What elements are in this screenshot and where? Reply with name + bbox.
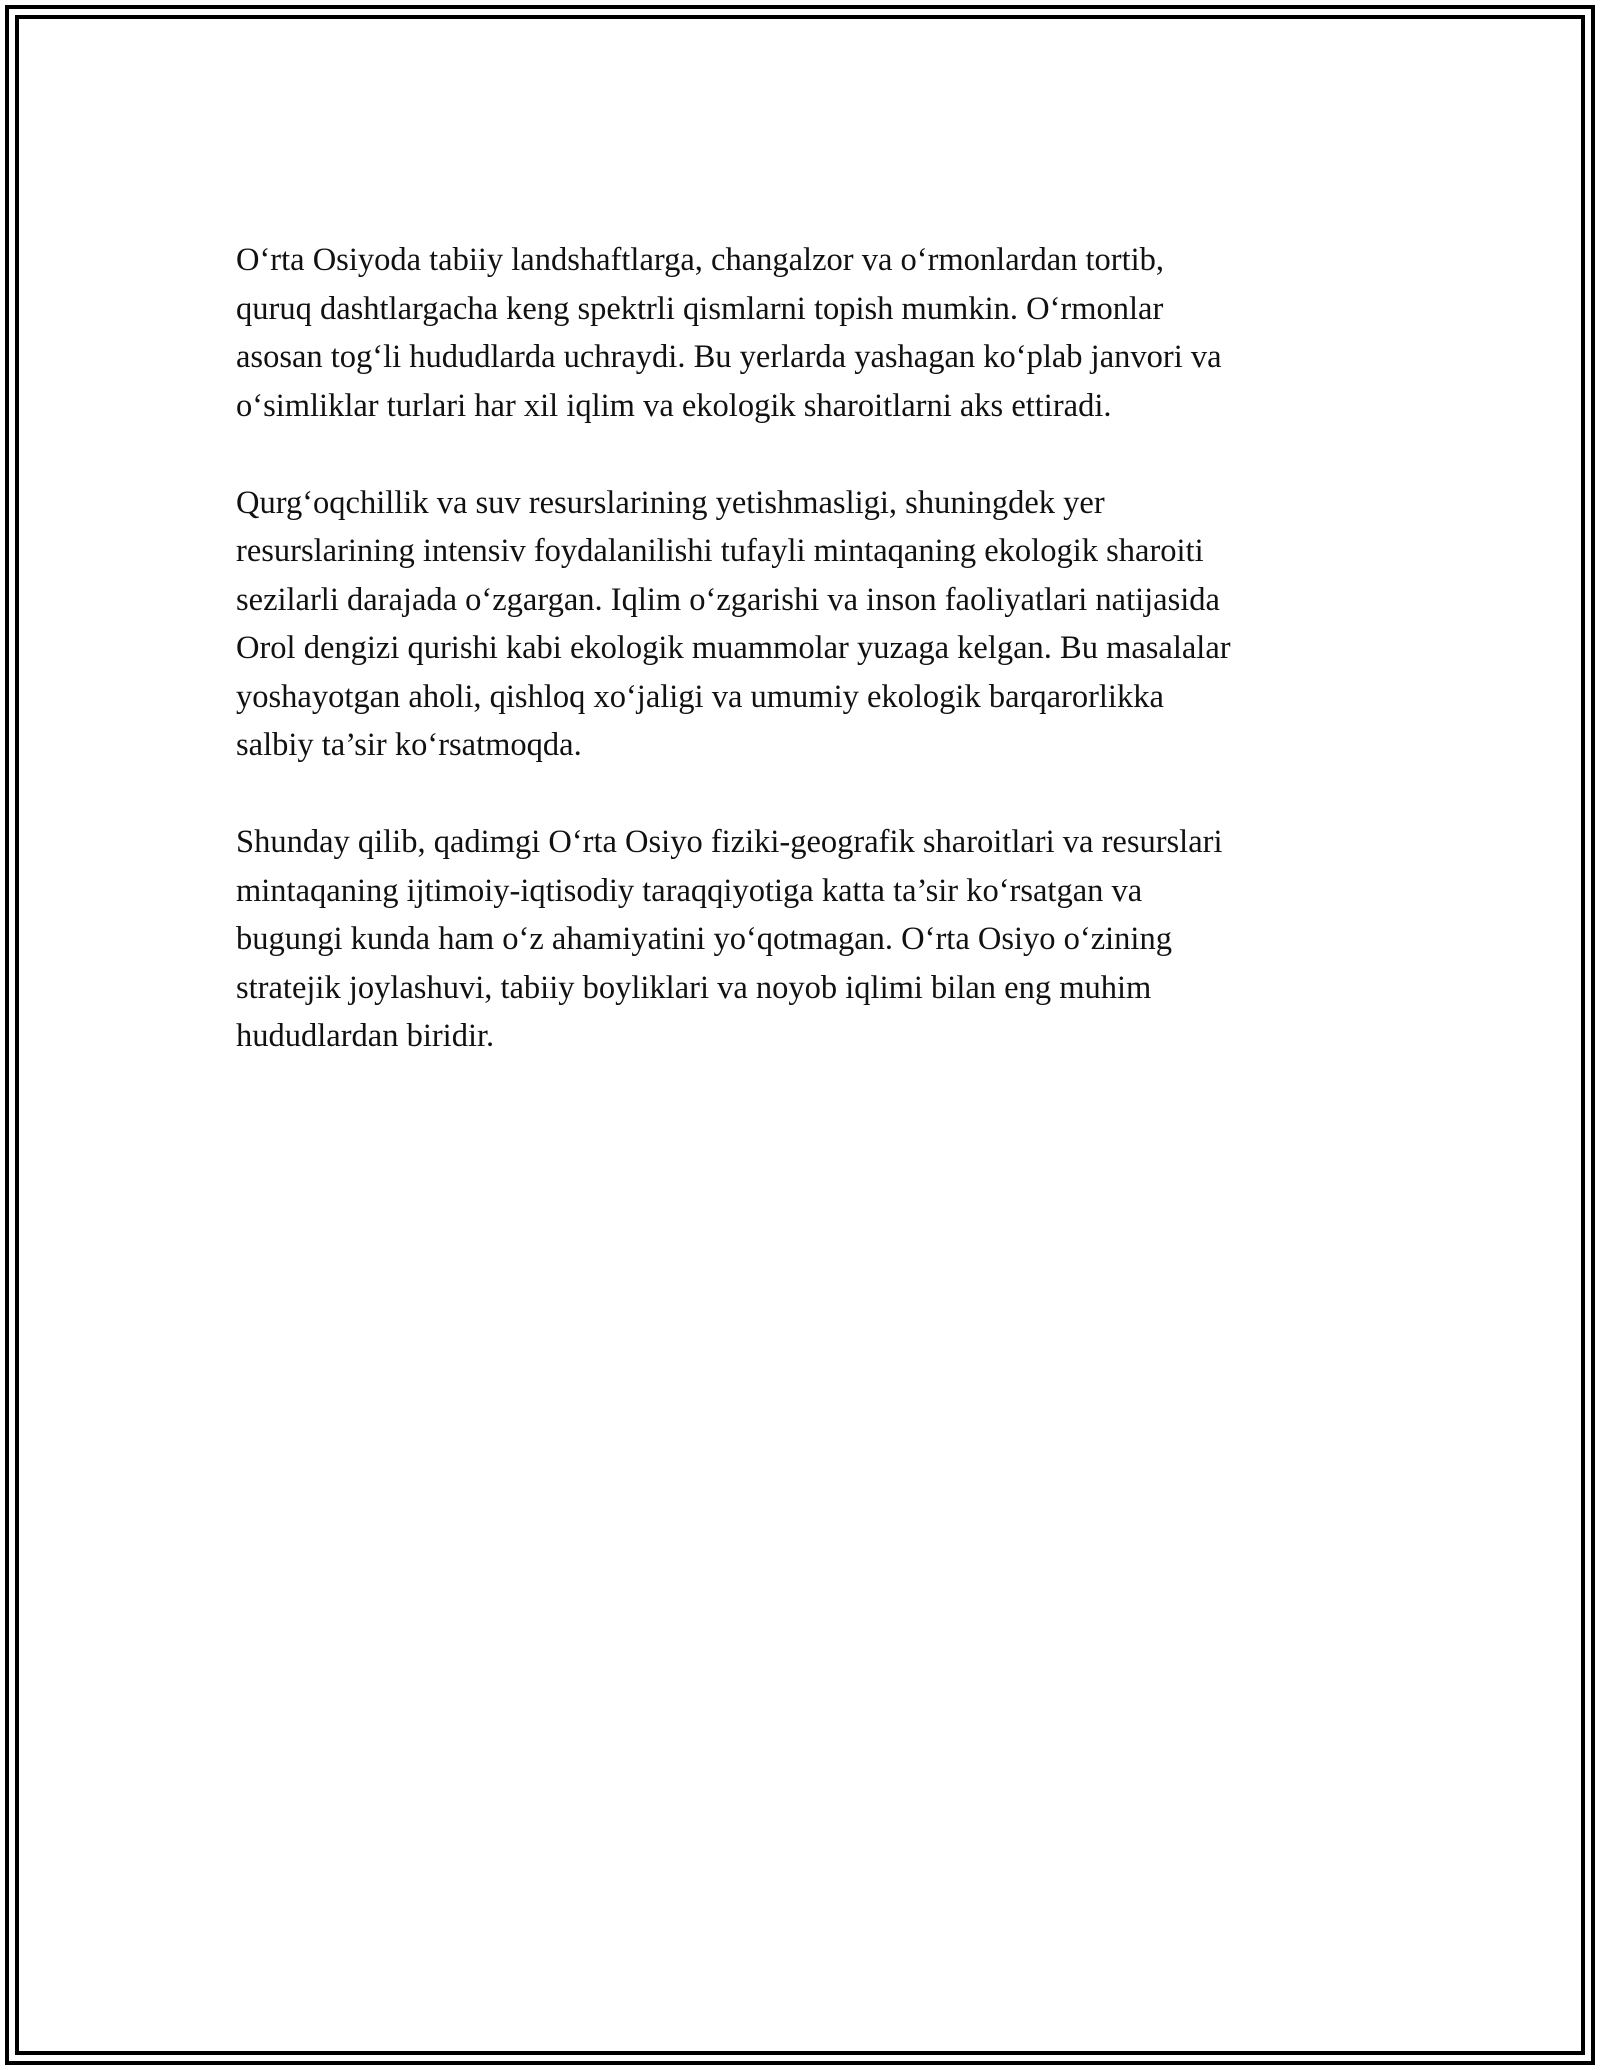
text-line: bugungi kunda ham o‘z ahamiyatini yo‘qotmagan. O‘rta Osiyo o‘zining bbox=[236, 921, 1172, 957]
paragraph-2 bbox=[236, 479, 1366, 770]
text-line: O‘rta Osiyoda tabiiy landshaftlarga, changalzor va o‘rmonlardan tortib, bbox=[236, 242, 1165, 278]
text-line: o‘simliklar turlari har xil iqlim va ekologik sharoitlarni aks ettiradi. bbox=[236, 387, 1112, 424]
text-line: salbiy ta’sir ko‘rsatmoqda. bbox=[236, 727, 582, 763]
text-line: Shunday qilib, qadimgi O‘rta Osiyo fiziki-geografik sharoitlari va resurslari bbox=[236, 824, 1223, 860]
document-body bbox=[236, 236, 1366, 1109]
text-line: mintaqaning ijtimoiy-iqtisodiy taraqqiyotiga katta ta’sir ko‘rsatgan va bbox=[236, 872, 1143, 909]
paragraph-1 bbox=[236, 236, 1366, 430]
paragraph-3 bbox=[236, 818, 1366, 1061]
text-line: Qurg‘oqchillik va suv resurslarining yetishmasligi, shuningdek yer bbox=[236, 484, 1105, 521]
text-line: hududlardan biridir. bbox=[236, 1018, 495, 1054]
text-line: sezilarli darajada o‘zgargan. Iqlim o‘zgarishi va inson faoliyatlari natijasida bbox=[236, 581, 1220, 618]
text-line: yoshayotgan aholi, qishloq xo‘jaligi va umumiy ekologik barqarorlikka bbox=[236, 678, 1164, 715]
text-line: quruq dashtlargacha keng spektrli qismlarni topish mumkin. O‘rmonlar bbox=[236, 290, 1164, 327]
text-line: stratejik joylashuvi, tabiiy boyliklari va noyob iqlimi bilan eng muhim bbox=[236, 969, 1152, 1006]
text-line: resurslarining intensiv foydalanilishi tufayli mintaqaning ekologik sharoiti bbox=[236, 533, 1204, 569]
text-line: Orol dengizi qurishi kabi ekologik muammolar yuzaga kelgan. Bu masalalar bbox=[236, 630, 1231, 666]
text-line: asosan tog‘li hududlarda uchraydi. Bu yerlarda yashagan ko‘plab janvori va bbox=[236, 339, 1222, 375]
